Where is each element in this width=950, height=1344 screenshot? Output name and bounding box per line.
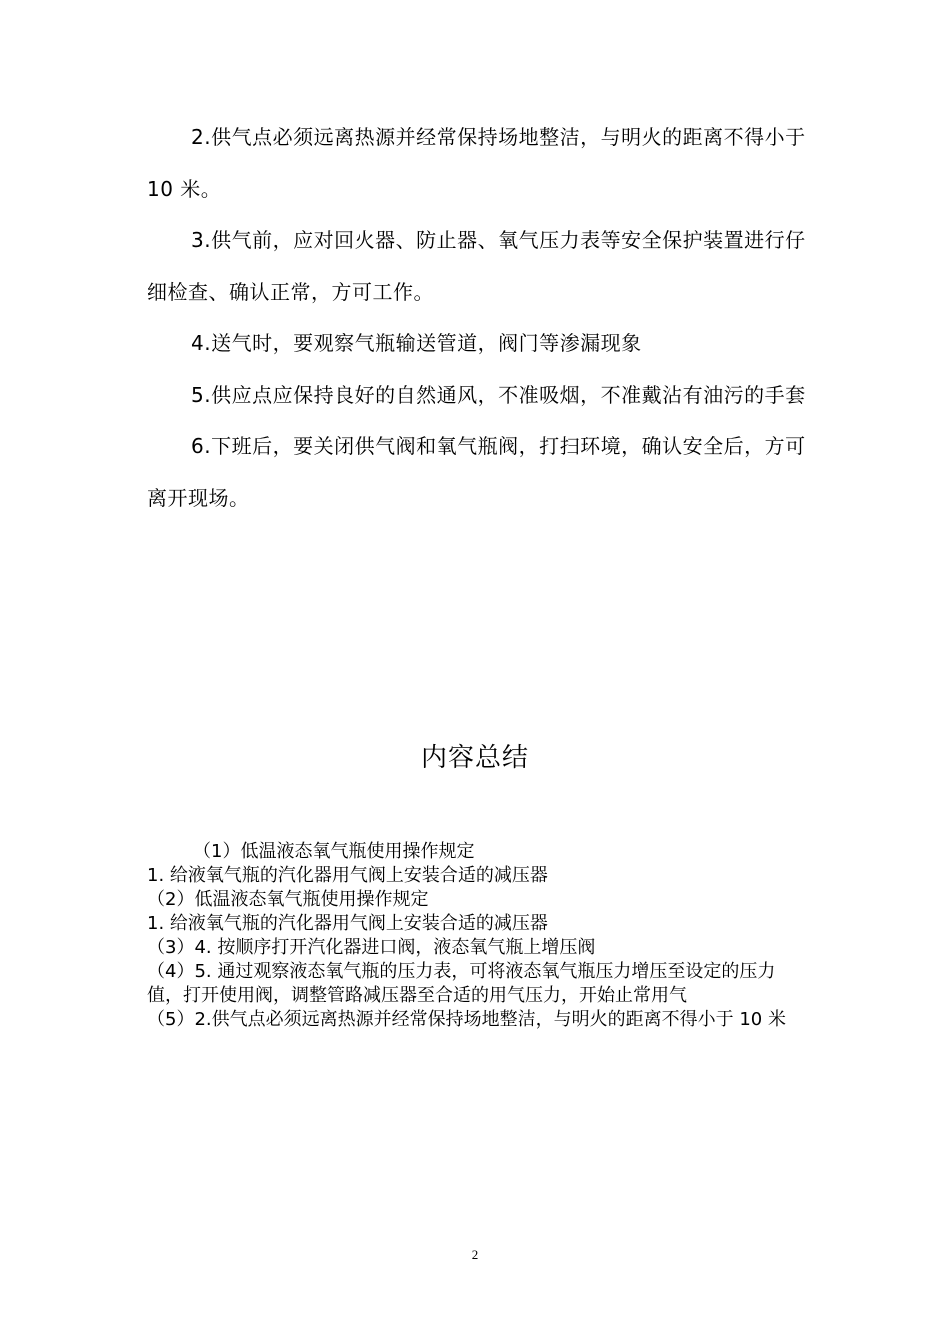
summary-line: （4）5. 通过观察液态氧气瓶的压力表，可将液态氧气瓶压力增压至设定的压力值，打开使用阀，调整管路减压器至合适的用气压力，开始止常用气 bbox=[147, 961, 776, 1006]
page-number: 2 bbox=[471, 1247, 479, 1262]
rule-paragraph: 3.供气前，应对回火器、防止器、氧气压力表等安全保护装置进行仔细检查、确认正常，方可工作。 bbox=[147, 228, 806, 304]
summary-line: （5）2.供气点必须远离热源并经常保持场地整洁，与明火的距离不得小于 10 米 bbox=[147, 1009, 786, 1030]
safety-rules-section bbox=[147, 112, 807, 524]
summary-title: 内容总结 bbox=[420, 743, 529, 773]
rule-paragraph: 6.下班后，要关闭供气阀和氧气瓶阀，打扫环境，确认安全后，方可离开现场。 bbox=[147, 434, 806, 510]
summary-line: （3）4. 按顺序打开汽化器进口阀，液态氧气瓶上增压阀 bbox=[147, 937, 596, 958]
summary-section bbox=[147, 840, 807, 1032]
summary-line: 1. 给液氧气瓶的汽化器用气阀上安装合适的减压器 bbox=[147, 913, 548, 934]
summary-line: （2）低温液态氧气瓶使用操作规定 bbox=[147, 889, 429, 910]
summary-line: 1. 给液氧气瓶的汽化器用气阀上安装合适的减压器 bbox=[147, 865, 548, 886]
rule-paragraph: 4.送气时，要观察气瓶输送管道，阀门等渗漏现象 bbox=[191, 331, 642, 355]
summary-line: （1）低温液态氧气瓶使用操作规定 bbox=[193, 841, 475, 862]
rule-paragraph: 5.供应点应保持良好的自然通风，不准吸烟，不准戴沾有油污的手套 bbox=[191, 382, 806, 407]
rule-paragraph: 2.供气点必须远离热源并经常保持场地整洁，与明火的距离不得小于 10 米。 bbox=[147, 125, 806, 201]
